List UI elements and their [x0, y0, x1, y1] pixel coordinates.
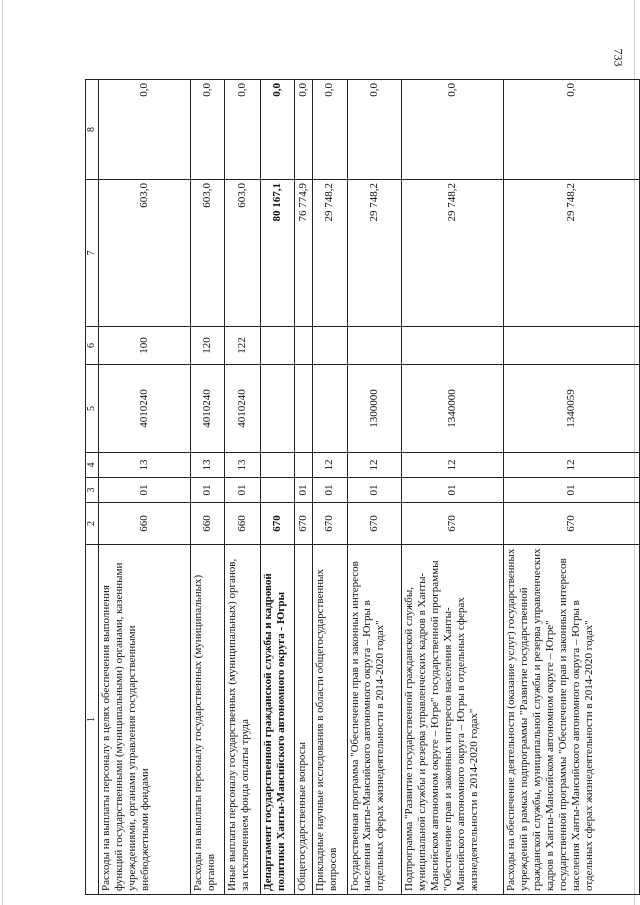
row-amount: 29 748,2: [504, 180, 640, 327]
row-type: [504, 327, 640, 365]
page-number: 733: [611, 48, 626, 67]
row-name: Иные выплаты персоналу государственных (муниципальных) органов, за исключением фонда оплаты труда: [225, 545, 261, 895]
row-amount: 29 748,2: [313, 180, 347, 327]
row-name: Подпрограмма "Развитие государственной гражданской службы, муниципальной службы и резерва управленческих кадров в Ханты-Мансийском автономном округе – Югре" государственной программы "Обеспечение прав и законных интересов населения Ханты-Мансийского автономного округа – Югры в отдельных сферах жизнедеятельности в 2014-2020 годах": [401, 545, 503, 895]
row-section: 01: [99, 478, 191, 503]
table-row: [190, 80, 224, 895]
row-name: Расходы на выплаты персоналу государственных (муниципальных) органов: [190, 545, 224, 895]
row-target: 4010240: [190, 365, 224, 453]
row-subsection: 13: [190, 453, 224, 478]
row-name: Общегосударственные вопросы: [295, 545, 313, 895]
row-amount: 29 748,2: [401, 180, 503, 327]
row-subsection: [295, 453, 313, 478]
table-row: [401, 80, 503, 895]
row-amount: 80 167,1: [260, 180, 294, 327]
header-row: [86, 80, 99, 895]
table-row: [313, 80, 347, 895]
row-type: [313, 327, 347, 365]
row-code: 670: [313, 503, 347, 545]
row-code: 670: [260, 503, 294, 545]
row-subsection: 12: [347, 453, 401, 478]
header-col-2: 2: [86, 503, 99, 545]
row-code: 660: [190, 503, 224, 545]
row-section: 01: [401, 478, 503, 503]
table-row: [504, 80, 640, 895]
row-section: [260, 478, 294, 503]
row-code: 660: [99, 503, 191, 545]
row-amount-2: 0,0: [295, 80, 313, 180]
header-col-5: 5: [86, 365, 99, 453]
row-code: 670: [295, 503, 313, 545]
row-name: Расходы на обеспечение деятельности (оказание услуг) государственных учреждений в рамках подпрограммы "Развитие государственной гражданской службы, муниципальной службы и резерва управленческих кадров в Ханты-Мансийском автономном округе – Югре" государственной программы "Обеспечение прав и законных интересов населения Ханты-Мансийского автономного округа – Югры в отдельных сферах жизнедеятельности в 2014-2020 годах": [504, 545, 640, 895]
row-target: 1340059: [504, 365, 640, 453]
row-section: 01: [225, 478, 261, 503]
row-target: 4010240: [225, 365, 261, 453]
row-code: 670: [347, 503, 401, 545]
row-code: 660: [225, 503, 261, 545]
row-amount-2: 0,0: [99, 80, 191, 180]
row-section: 01: [190, 478, 224, 503]
row-target: 4010240: [99, 365, 191, 453]
row-amount: 603,0: [225, 180, 261, 327]
row-type: [260, 327, 294, 365]
row-target: [295, 365, 313, 453]
row-subsection: 12: [504, 453, 640, 478]
header-col-1: 1: [86, 545, 99, 895]
row-target: [313, 365, 347, 453]
row-section: 01: [504, 478, 640, 503]
row-amount: 29 748,2: [347, 180, 401, 327]
row-subsection: 13: [225, 453, 261, 478]
row-amount-2: 0,0: [260, 80, 294, 180]
row-type: 120: [190, 327, 224, 365]
row-type: [347, 327, 401, 365]
row-type: 100: [99, 327, 191, 365]
row-name: Прикладные научные исследования в области общегосударственных вопросов: [313, 545, 347, 895]
scan-edge-left: [2, 0, 3, 905]
table-row: [295, 80, 313, 895]
row-code: 670: [504, 503, 640, 545]
row-subsection: [260, 453, 294, 478]
header-col-4: 4: [86, 453, 99, 478]
row-amount: 603,0: [190, 180, 224, 327]
table-row: [225, 80, 261, 895]
row-amount-2: 0,0: [401, 80, 503, 180]
row-amount-2: 0,0: [225, 80, 261, 180]
table-row: [99, 80, 191, 895]
budget-table: [85, 79, 640, 895]
row-subsection: 12: [313, 453, 347, 478]
header-col-3: 3: [86, 478, 99, 503]
row-type: 122: [225, 327, 261, 365]
rotated-page: [85, 80, 640, 895]
row-name: Государственная программа "Обеспечение прав и законных интересов населения Ханты-Мансийского автономного округа – Югры в отдельных сферах жизнедеятельности в 2014-2020 годах": [347, 545, 401, 895]
row-amount-2: 0,0: [313, 80, 347, 180]
row-section: 01: [313, 478, 347, 503]
header-col-6: 6: [86, 327, 99, 365]
header-col-7: 7: [86, 180, 99, 327]
row-name: Расходы на выплаты персоналу в целях обеспечения выполнения функций государственными (муниципальными) органами, казенными учреждениями, органами управления государственными внебюджетными фондами: [99, 545, 191, 895]
table-row: [347, 80, 401, 895]
table-row: [260, 80, 294, 895]
row-subsection: 12: [401, 453, 503, 478]
row-section: 01: [347, 478, 401, 503]
row-section: 01: [295, 478, 313, 503]
row-target: 1300000: [347, 365, 401, 453]
row-amount: 603,0: [99, 180, 191, 327]
row-subsection: 13: [99, 453, 191, 478]
row-amount-2: 0,0: [190, 80, 224, 180]
row-type: [295, 327, 313, 365]
row-target: 1340000: [401, 365, 503, 453]
row-amount-2: 0,0: [504, 80, 640, 180]
header-col-8: 8: [86, 80, 99, 180]
row-name: Департамент государственной гражданской службы и кадровой политики Ханты-Мансийского автономного округа - Югры: [260, 545, 294, 895]
row-amount: 76 774,9: [295, 180, 313, 327]
row-code: 670: [401, 503, 503, 545]
row-type: [401, 327, 503, 365]
row-amount-2: 0,0: [347, 80, 401, 180]
row-target: [260, 365, 294, 453]
